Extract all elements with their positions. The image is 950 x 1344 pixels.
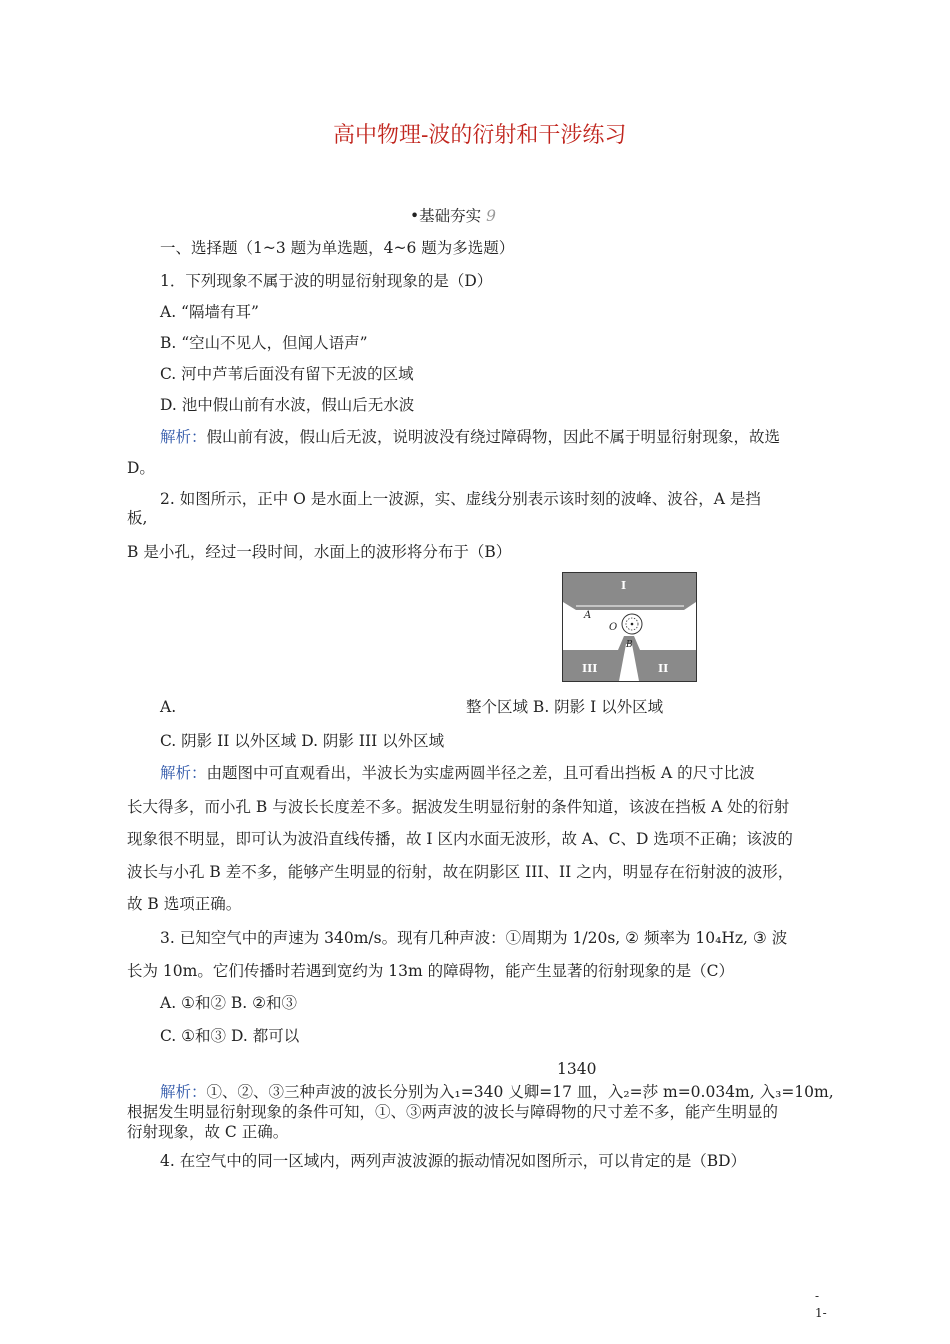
q1-option-b: B. “空山不见人，但闻人语声” <box>160 334 368 352</box>
q2-analysis-line4: 波长与小孔 B 差不多，能够产生明显的衍射，故在阴影区 III、II 之内，明显存在衍射波的波形， <box>127 863 794 881</box>
q2-analysis-label: 解析： <box>160 764 207 782</box>
q2-stem-line3: B 是小孔，经过一段时间，水面上的波形将分布于（B） <box>127 543 512 561</box>
region-1-label: I <box>621 579 627 592</box>
q1-option-c: C. 河中芦苇后面没有留下无波的区域 <box>160 365 414 383</box>
region-3-label: III <box>582 662 598 675</box>
page-title: 高中物理-波的衍射和干涉练习 <box>333 123 627 148</box>
q2-option-cd: C. 阴影 II 以外区域 D. 阴影 III 以外区域 <box>160 732 445 750</box>
section-mark: 9 <box>486 207 496 225</box>
q3-analysis-line1 <box>160 1082 834 1102</box>
q4-stem: 4. 在空气中的同一区域内，两列声波波源的振动情况如图所示，可以肯定的是（BD） <box>160 1152 747 1170</box>
q2-stem-line1: 2. 如图所示，正中 O 是水面上一波源，实、虚线分别表示该时刻的波峰、波谷，A 是挡 <box>160 490 761 508</box>
q2-analysis-line5: 故 B 选项正确。 <box>127 895 242 913</box>
intro-line: 一、选择题（1~3 题为单选题，4~6 题为多选题） <box>160 239 515 257</box>
q1-analysis-cont: D。 <box>127 459 155 477</box>
q1-analysis-label: 解析： <box>160 428 207 446</box>
q3-fraction-numbers: 1340 <box>557 1060 597 1078</box>
q1-stem: 1．下列现象不属于波的明显衍射现象的是（D） <box>160 272 493 290</box>
label-b: B <box>626 640 633 650</box>
footer-dash: - <box>815 1289 820 1303</box>
q2-option-ab: 整个区域 B. 阴影 I 以外区域 <box>466 698 664 716</box>
q3-option-ab: A. ①和② B. ②和③ <box>160 994 298 1012</box>
q2-analysis-text: 由题图中可直观看出，半波长为实虚两圆半径之差，且可看出挡板 A 的尺寸比波 <box>206 764 755 782</box>
q1-analysis-text: 假山前有波，假山后无波，说明波没有绕过障碍物，因此不属于明显衍射现象，故选 <box>206 428 781 446</box>
label-a: A <box>584 610 592 621</box>
q2-stem-line2: 板, <box>127 509 148 527</box>
region-1-shade <box>563 573 696 597</box>
q2-option-a-label: A. <box>160 698 177 716</box>
label-o: O <box>609 622 618 633</box>
region-2-label: II <box>658 662 669 675</box>
wave-diffraction-figure <box>562 572 697 682</box>
wave-source-point <box>631 623 634 626</box>
q3-analysis-text: ①、②、③三种声波的波长分别为入₁=340 乂卿=17 皿，入₂=莎 m=0.034m, 入₃=10m, <box>206 1083 834 1101</box>
section-header <box>410 206 496 226</box>
q2-analysis-line3: 现象很不明显，即可认为波沿直线传播，故 I 区内水面无波形，故 A、C、D 选项不正确；该波的 <box>127 830 793 848</box>
q2-analysis-line2: 长大得多，而小孔 B 与波长长度差不多。据波发生明显衍射的条件知道，该波在挡板 A 处的衍射 <box>127 798 790 816</box>
q3-stem-line1: 3. 已知空气中的声速为 340m/s。现有几种声波：①周期为 1/20s, ② 频率为 10₄Hz, ③ 波 <box>160 929 788 947</box>
q3-analysis-label: 解析： <box>160 1083 207 1101</box>
q2-analysis-line1 <box>160 763 755 783</box>
q3-stem-line2: 长为 10m。它们传播时若遇到宽约为 13m 的障碍物，能产生显著的衍射现象的是（C） <box>127 962 734 980</box>
q1-option-d: D. 池中假山前有水波，假山后无水波 <box>160 396 415 414</box>
barrier-a <box>563 597 696 610</box>
q3-option-cd: C. ①和③ D. 都可以 <box>160 1027 300 1045</box>
q3-analysis-line3: 衍射现象，故 C 正确。 <box>127 1123 289 1141</box>
q1-option-a: A. “隔墙有耳” <box>160 303 259 321</box>
q1-analysis <box>160 427 780 447</box>
page-number: 1- <box>815 1306 827 1320</box>
section-header-text: •基础夯实 <box>410 207 482 225</box>
q3-analysis-line2: 根据发生明显衍射现象的条件可知，①、③两声波的波长与障碍物的尺寸差不多，能产生明显的 <box>127 1103 779 1121</box>
